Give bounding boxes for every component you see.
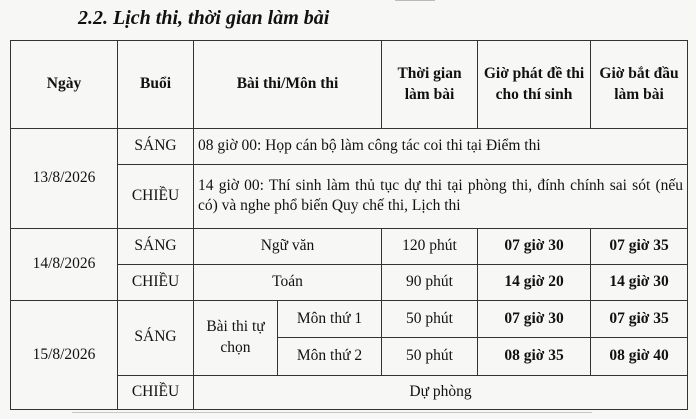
header-session: Buổi [118, 41, 194, 129]
session-cell: CHIỀU [118, 165, 194, 228]
paper-time-cell: 07 giờ 30 [478, 301, 591, 338]
paper-time-cell: 14 giờ 20 [478, 264, 591, 300]
header-subject: Bài thi/Môn thi [194, 41, 382, 129]
duration-cell: 50 phút [382, 338, 478, 375]
duration-cell: 50 phút [382, 301, 478, 338]
table-row [11, 301, 688, 338]
header-start-time: Giờ bắt đầu làm bài [591, 41, 688, 129]
start-time-cell: 07 giờ 35 [591, 228, 688, 264]
session-cell: SÁNG [118, 129, 194, 165]
elective-group-cell: Bài thi tự chọn [194, 301, 278, 376]
subject-cell: Ngữ văn [194, 228, 382, 264]
note-cell: 08 giờ 00: Họp cán bộ làm công tác coi thi tại Điểm thi [194, 129, 688, 165]
date-cell: 14/8/2026 [11, 228, 118, 301]
date-cell: 15/8/2026 [11, 301, 118, 410]
paper-time-cell: 07 giờ 30 [478, 228, 591, 264]
table-row [11, 129, 688, 165]
section-title: 2.2. Lịch thi, thời gian làm bài [78, 7, 330, 29]
date-cell: 13/8/2026 [11, 129, 118, 228]
page-top-fragment [395, 0, 435, 5]
paper-time-cell: 08 giờ 35 [478, 338, 591, 375]
session-cell: CHIỀU [118, 375, 194, 409]
subject-cell: Môn thứ 2 [278, 338, 382, 375]
header-row [11, 41, 688, 129]
start-time-cell: 14 giờ 30 [591, 264, 688, 300]
session-cell: SÁNG [118, 228, 194, 264]
subject-cell: Môn thứ 1 [278, 301, 382, 338]
header-duration: Thời gian làm bài [382, 41, 478, 129]
reserve-cell: Dự phòng [194, 375, 688, 409]
duration-cell: 90 phút [382, 264, 478, 300]
header-paper-distribution: Giờ phát đề thi cho thí sinh [478, 41, 591, 129]
duration-cell: 120 phút [382, 228, 478, 264]
subject-cell: Toán [194, 264, 382, 300]
exam-schedule-table [10, 40, 688, 410]
start-time-cell: 08 giờ 40 [591, 338, 688, 375]
start-time-cell: 07 giờ 35 [591, 301, 688, 338]
session-cell: CHIỀU [118, 264, 194, 300]
session-cell: SÁNG [118, 301, 194, 376]
header-day: Ngày [11, 41, 118, 129]
note-cell: 14 giờ 00: Thí sinh làm thủ tục dự thi tại phòng thi, đính chính sai sót (nếu có) và nghe phổ biến Quy chế thi, Lịch thi [194, 165, 688, 228]
table-row [11, 228, 688, 264]
